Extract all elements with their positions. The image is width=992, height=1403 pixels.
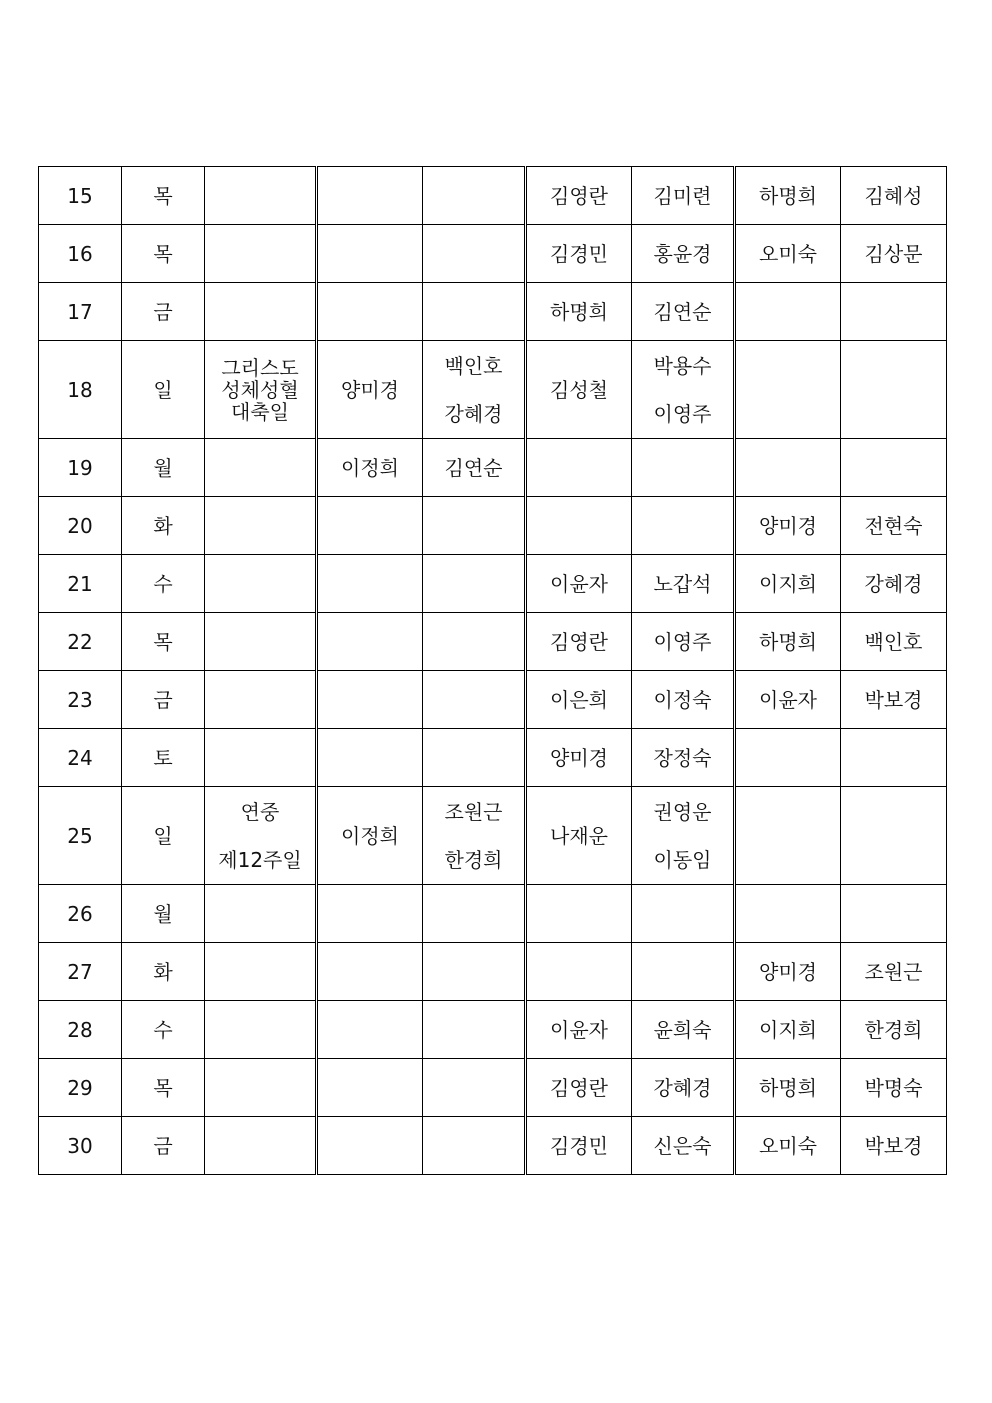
cell-text: 양미경	[759, 959, 817, 984]
name-cell	[526, 439, 632, 497]
cell-text: 김혜성	[864, 183, 923, 208]
name-cell	[632, 729, 735, 787]
schedule-row	[39, 613, 947, 671]
name-cell	[735, 439, 841, 497]
name-cell	[423, 497, 526, 555]
cell-text: 하명희	[759, 1075, 817, 1100]
day-cell: 29	[39, 1059, 122, 1117]
cell-text: 이영주	[653, 629, 712, 654]
cell-text: 이지희	[759, 1017, 817, 1042]
feast-cell	[205, 283, 317, 341]
schedule-row	[39, 439, 947, 497]
name-cell	[526, 555, 632, 613]
day-cell: 27	[39, 943, 122, 1001]
name-cell	[735, 283, 841, 341]
cell-text: 하명희	[759, 629, 817, 654]
feast-cell	[205, 1059, 317, 1117]
weekday-cell: 월	[122, 439, 205, 497]
day-cell: 16	[39, 225, 122, 283]
day-cell: 20	[39, 497, 122, 555]
name-cell	[317, 225, 423, 283]
name-cell	[735, 885, 841, 943]
cell-text: 윤희숙	[653, 1017, 712, 1042]
cell-text: 김성철	[550, 377, 608, 402]
day-cell: 25	[39, 787, 122, 885]
name-cell	[526, 613, 632, 671]
weekday-cell: 일	[122, 341, 205, 439]
name-cell	[526, 225, 632, 283]
cell-text: 박보경	[864, 1133, 923, 1158]
weekday-cell: 월	[122, 885, 205, 943]
name-cell	[317, 1059, 423, 1117]
name-cell	[841, 283, 947, 341]
cell-text: 김영란	[550, 629, 608, 654]
name-cell	[841, 787, 947, 885]
schedule-row	[39, 671, 947, 729]
weekday-cell: 수	[122, 1001, 205, 1059]
name-cell	[526, 729, 632, 787]
cell-text: 김상문	[864, 241, 923, 266]
name-cell	[423, 729, 526, 787]
cell-text: 제12주일	[218, 847, 302, 872]
day-cell: 18	[39, 341, 122, 439]
name-cell	[526, 1059, 632, 1117]
feast-cell	[205, 787, 317, 885]
day-cell: 17	[39, 283, 122, 341]
feast-cell	[205, 671, 317, 729]
name-cell	[526, 341, 632, 439]
name-cell	[841, 225, 947, 283]
cell-text: 강혜경	[653, 1075, 712, 1100]
day-cell: 24	[39, 729, 122, 787]
schedule-row	[39, 341, 947, 439]
name-cell	[841, 885, 947, 943]
name-cell	[735, 1059, 841, 1117]
name-cell	[735, 613, 841, 671]
weekday-cell: 금	[122, 671, 205, 729]
cell-text: 연중	[240, 799, 280, 824]
feast-cell	[205, 613, 317, 671]
feast-cell	[205, 167, 317, 225]
name-cell	[632, 439, 735, 497]
cell-text: 이영주	[653, 401, 712, 426]
name-cell	[841, 1059, 947, 1117]
name-cell	[841, 1117, 947, 1175]
name-cell	[632, 1001, 735, 1059]
cell-text: 신은숙	[653, 1133, 712, 1158]
name-cell	[841, 613, 947, 671]
name-cell	[526, 1001, 632, 1059]
name-cell	[423, 167, 526, 225]
name-cell	[735, 555, 841, 613]
day-cell: 28	[39, 1001, 122, 1059]
name-cell	[423, 613, 526, 671]
name-cell	[632, 885, 735, 943]
name-cell	[423, 1001, 526, 1059]
name-cell	[632, 671, 735, 729]
name-cell	[526, 167, 632, 225]
name-cell	[735, 1001, 841, 1059]
feast-cell	[205, 885, 317, 943]
name-cell	[526, 497, 632, 555]
cell-text: 양미경	[759, 513, 817, 538]
schedule-row	[39, 283, 947, 341]
name-cell	[735, 497, 841, 555]
cell-text: 조원근	[444, 799, 503, 824]
cell-text: 김영란	[550, 183, 608, 208]
name-cell	[735, 787, 841, 885]
name-cell	[423, 555, 526, 613]
schedule-row	[39, 1117, 947, 1175]
cell-text: 이정숙	[653, 687, 712, 712]
weekday-cell: 화	[122, 943, 205, 1001]
name-cell	[423, 341, 526, 439]
feast-cell	[205, 1001, 317, 1059]
cell-text: 노갑석	[653, 571, 712, 596]
name-cell	[317, 787, 423, 885]
name-cell	[632, 613, 735, 671]
feast-cell	[205, 341, 317, 439]
name-cell	[317, 167, 423, 225]
day-cell: 23	[39, 671, 122, 729]
name-cell	[317, 341, 423, 439]
name-cell	[317, 555, 423, 613]
cell-text: 백인호	[864, 629, 923, 654]
weekday-cell: 목	[122, 1059, 205, 1117]
name-cell	[735, 167, 841, 225]
cell-text: 김미련	[653, 183, 712, 208]
name-cell	[735, 225, 841, 283]
day-cell: 22	[39, 613, 122, 671]
name-cell	[735, 1117, 841, 1175]
cell-text: 나재운	[550, 823, 608, 848]
schedule-row	[39, 729, 947, 787]
name-cell	[317, 729, 423, 787]
name-cell	[526, 885, 632, 943]
name-cell	[735, 729, 841, 787]
name-cell	[317, 439, 423, 497]
cell-text: 권영운	[653, 799, 712, 824]
name-cell	[632, 283, 735, 341]
name-cell	[526, 787, 632, 885]
cell-text: 김경민	[550, 1133, 608, 1158]
name-cell	[735, 671, 841, 729]
cell-text: 이지희	[759, 571, 817, 596]
cell-text: 강혜경	[444, 401, 503, 426]
cell-text: 박명숙	[864, 1075, 923, 1100]
name-cell	[526, 671, 632, 729]
cell-text: 오미숙	[759, 1133, 817, 1158]
cell-text: 장정숙	[653, 745, 712, 770]
name-cell	[841, 555, 947, 613]
feast-cell	[205, 943, 317, 1001]
weekday-cell: 목	[122, 225, 205, 283]
schedule-body	[39, 167, 947, 1175]
day-cell: 30	[39, 1117, 122, 1175]
cell-text: 이은희	[550, 687, 608, 712]
name-cell	[632, 943, 735, 1001]
name-cell	[841, 943, 947, 1001]
name-cell	[317, 497, 423, 555]
weekday-cell: 목	[122, 613, 205, 671]
cell-text: 그리스도	[221, 355, 299, 380]
name-cell	[735, 943, 841, 1001]
schedule-row	[39, 555, 947, 613]
day-cell: 21	[39, 555, 122, 613]
name-cell	[317, 283, 423, 341]
cell-text: 이정희	[341, 455, 399, 480]
feast-cell	[205, 555, 317, 613]
cell-text: 오미숙	[759, 241, 817, 266]
cell-text: 전현숙	[864, 513, 923, 538]
name-cell	[632, 1117, 735, 1175]
feast-cell	[205, 225, 317, 283]
feast-cell	[205, 497, 317, 555]
cell-text: 김연순	[653, 299, 712, 324]
name-cell	[841, 729, 947, 787]
name-cell	[841, 341, 947, 439]
cell-text: 박용수	[653, 353, 712, 378]
name-cell	[632, 341, 735, 439]
schedule-row	[39, 167, 947, 225]
schedule-row	[39, 943, 947, 1001]
cell-text: 양미경	[550, 745, 608, 770]
name-cell	[632, 167, 735, 225]
name-cell	[317, 671, 423, 729]
name-cell	[632, 225, 735, 283]
name-cell	[423, 283, 526, 341]
name-cell	[423, 671, 526, 729]
cell-text: 김연순	[444, 455, 503, 480]
cell-text: 하명희	[550, 299, 608, 324]
schedule-row	[39, 225, 947, 283]
feast-cell	[205, 729, 317, 787]
cell-text: 하명희	[759, 183, 817, 208]
weekday-cell: 금	[122, 283, 205, 341]
day-cell: 19	[39, 439, 122, 497]
name-cell	[841, 1001, 947, 1059]
name-cell	[423, 787, 526, 885]
weekday-cell: 일	[122, 787, 205, 885]
name-cell	[423, 225, 526, 283]
name-cell	[526, 1117, 632, 1175]
name-cell	[632, 1059, 735, 1117]
weekday-cell: 금	[122, 1117, 205, 1175]
schedule-row	[39, 497, 947, 555]
name-cell	[423, 885, 526, 943]
weekday-cell: 목	[122, 167, 205, 225]
cell-text: 강혜경	[864, 571, 923, 596]
name-cell	[317, 885, 423, 943]
schedule-table	[38, 166, 947, 1175]
cell-text: 이윤자	[550, 1017, 608, 1042]
cell-text: 김영란	[550, 1075, 608, 1100]
name-cell	[841, 497, 947, 555]
name-cell	[526, 943, 632, 1001]
name-cell	[317, 1001, 423, 1059]
name-cell	[632, 497, 735, 555]
name-cell	[317, 613, 423, 671]
day-cell: 15	[39, 167, 122, 225]
cell-text: 박보경	[864, 687, 923, 712]
day-cell: 26	[39, 885, 122, 943]
name-cell	[841, 167, 947, 225]
cell-text: 성체성혈	[221, 377, 299, 402]
name-cell	[423, 439, 526, 497]
weekday-cell: 토	[122, 729, 205, 787]
name-cell	[735, 341, 841, 439]
name-cell	[632, 787, 735, 885]
schedule-row	[39, 1059, 947, 1117]
cell-text: 이동임	[653, 847, 712, 872]
schedule-row	[39, 1001, 947, 1059]
name-cell	[632, 555, 735, 613]
weekday-cell: 화	[122, 497, 205, 555]
name-cell	[841, 439, 947, 497]
name-cell	[841, 671, 947, 729]
cell-text: 홍윤경	[653, 241, 712, 266]
feast-cell	[205, 1117, 317, 1175]
name-cell	[317, 943, 423, 1001]
weekday-cell: 수	[122, 555, 205, 613]
cell-text: 이윤자	[550, 571, 608, 596]
cell-text: 조원근	[864, 959, 923, 984]
cell-text: 한경희	[864, 1017, 923, 1042]
schedule-row	[39, 885, 947, 943]
name-cell	[317, 1117, 423, 1175]
name-cell	[423, 1059, 526, 1117]
cell-text: 이윤자	[759, 687, 817, 712]
name-cell	[423, 1117, 526, 1175]
name-cell	[526, 283, 632, 341]
schedule-row	[39, 787, 947, 885]
name-cell	[423, 943, 526, 1001]
cell-text: 백인호	[444, 353, 503, 378]
cell-text: 대축일	[231, 399, 289, 424]
cell-text: 김경민	[550, 241, 608, 266]
cell-text: 양미경	[341, 377, 399, 402]
feast-cell	[205, 439, 317, 497]
cell-text: 이정희	[341, 823, 399, 848]
cell-text: 한경희	[444, 847, 503, 872]
